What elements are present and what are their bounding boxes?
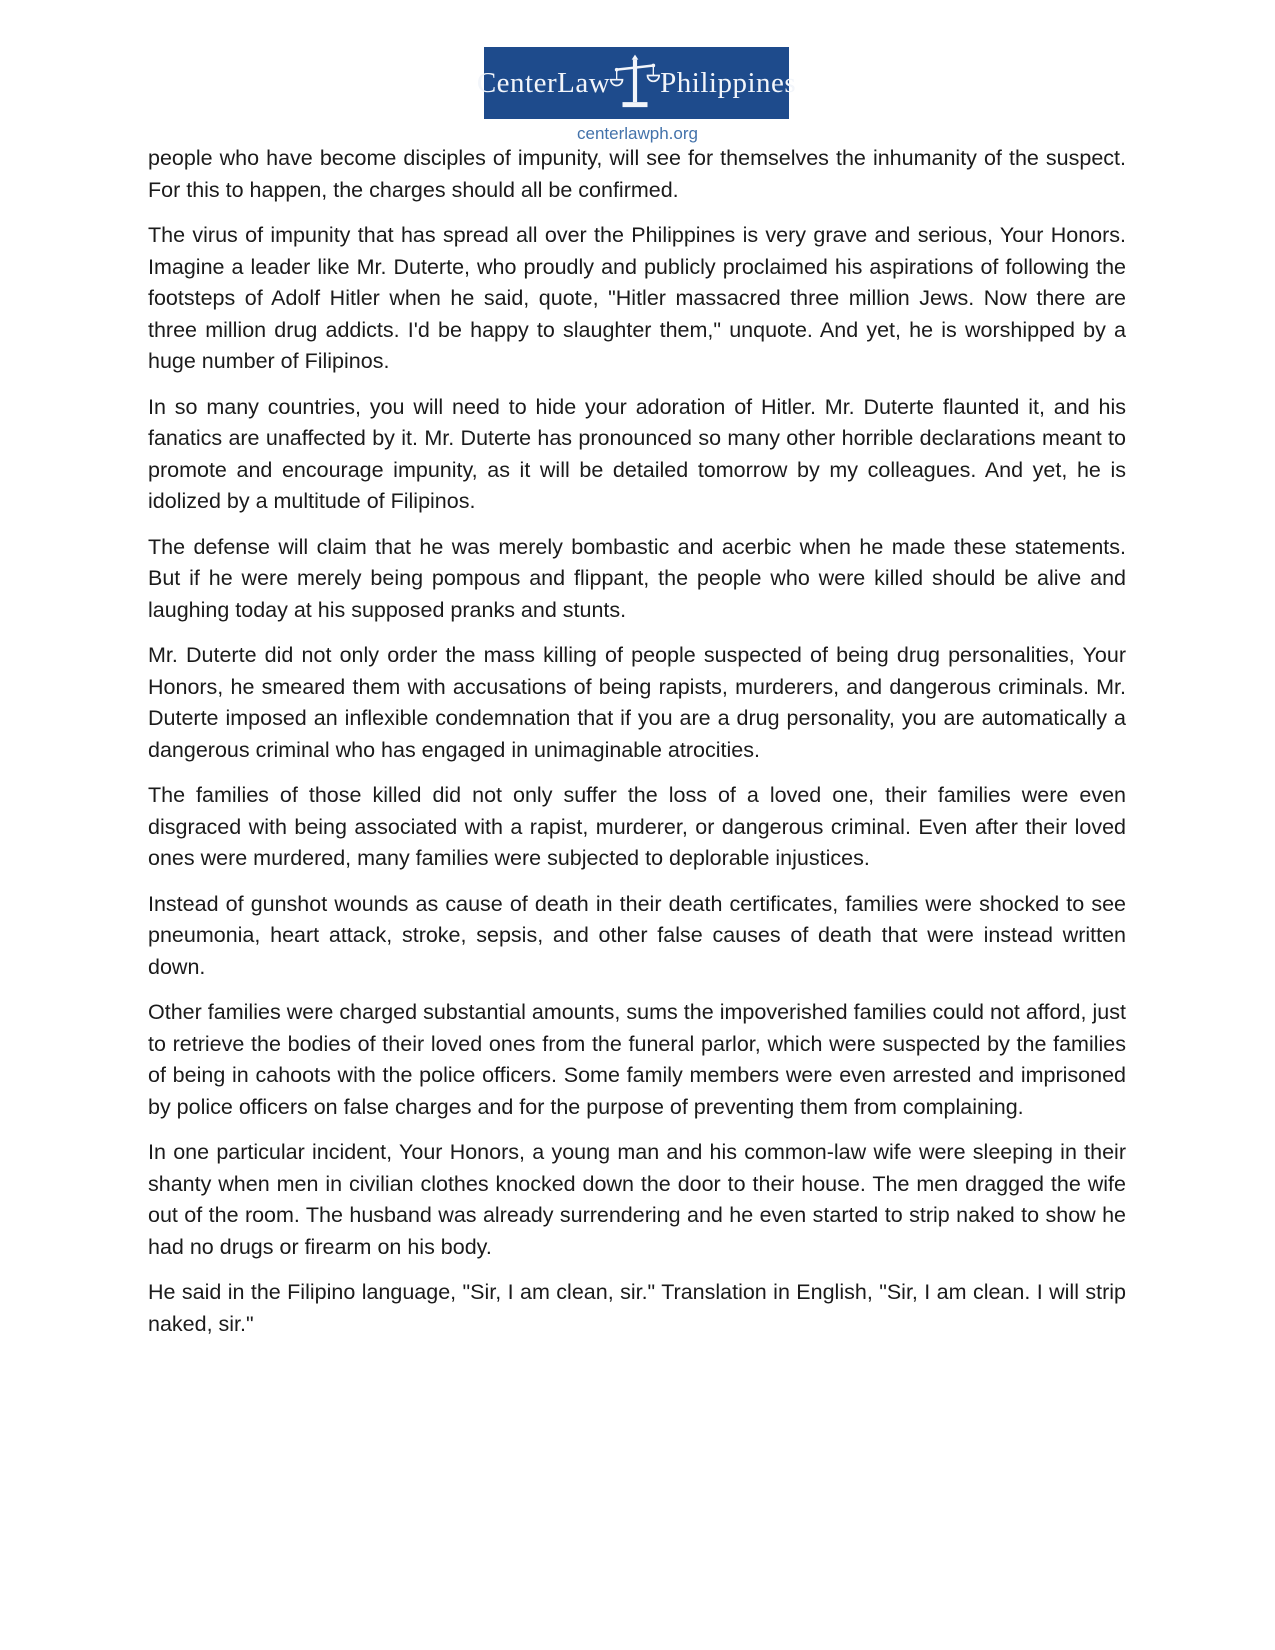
paragraph: people who have become disciples of impunity, will see for themselves the inhumanity of the suspect. For this to happen, the charges should all be confirmed.: [148, 146, 1126, 202]
paragraph: Mr. Duterte did not only order the mass killing of people suspected of being drug personalities, Your Honors, he smeared them with accusations of being rapists, murderers, and dangerous criminals. Mr. Duterte imposed an inflexible condemnation that if you are a drug personality, you are automatically a dangerous criminal who has engaged in unimaginable atrocities.: [148, 643, 1126, 762]
logo-text-left: CenterLaw: [476, 66, 611, 99]
paragraph: The virus of impunity that has spread all over the Philippines is very grave and serious, Your Honors. Imagine a leader like Mr. Duterte, who proudly and publicly proclaimed his aspirations of following the footsteps of Adolf Hitler when he said, quote, "Hitler massacred three million Jews. Now there are three million drug addicts. I'd be happy to slaughter them," unquote. And yet, he is worshipped by a huge number of Filipinos.: [148, 223, 1126, 373]
document-body: [148, 143, 1126, 1354]
paragraph: He said in the Filipino language, "Sir, I am clean, sir." Translation in English, "Sir, I am clean. I will strip naked, sir.": [148, 1280, 1126, 1336]
paragraph: Other families were charged substantial amounts, sums the impoverished families could not afford, just to retrieve the bodies of their loved ones from the funeral parlor, which were suspected by the families of being in cahoots with the police officers. Some family members were even arrested and imprisoned by police officers on false charges and for the purpose of preventing them from complaining.: [148, 1000, 1126, 1119]
logo-text-right: Philippines: [660, 66, 797, 99]
website-text: centerlawph.org: [577, 124, 698, 143]
paragraph: In one particular incident, Your Honors, a young man and his common-law wife were sleeping in their shanty when men in civilian clothes knocked down the door to their house. The men dragged the wife out of the room. The husband was already surrendering and he even started to strip naked to show he had no drugs or firearm on his body.: [148, 1140, 1126, 1259]
paragraph: The defense will claim that he was merely bombastic and acerbic when he made these statements. But if he were merely being pompous and flippant, the people who were killed should be alive and laughing today at his supposed pranks and stunts.: [148, 534, 1126, 622]
paragraph: The families of those killed did not only suffer the loss of a loved one, their families were even disgraced with being associated with a rapist, murderer, or dangerous criminal. Even after their loved ones were murdered, many families were subjected to deplorable injustices.: [148, 783, 1126, 870]
centerlaw-logo: [476, 47, 797, 119]
paragraph: Instead of gunshot wounds as cause of death in their death certificates, families were shocked to see pneumonia, heart attack, stroke, sepsis, and other false causes of death that were instead written down.: [148, 891, 1126, 979]
scales-of-justice-icon: [610, 52, 660, 114]
paragraph: In so many countries, you will need to hide your adoration of Hitler. Mr. Duterte flaunted it, and his fanatics are unaffected by it. Mr. Duterte has pronounced so many other horrible declarations meant to promote and encourage impunity, as it will be detailed tomorrow by my colleagues. And yet, he is idolized by a multitude of Filipinos.: [148, 394, 1126, 513]
